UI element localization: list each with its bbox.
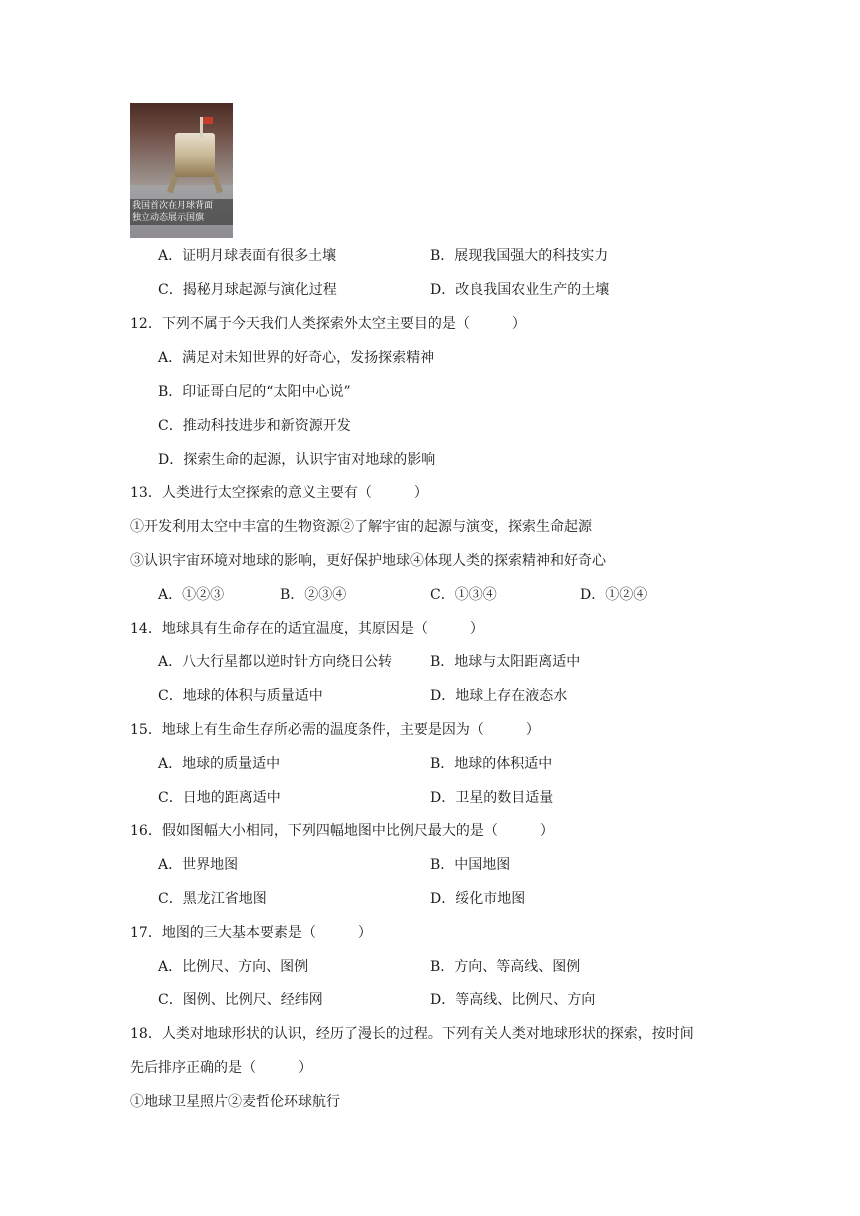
national-flag	[203, 117, 213, 124]
q16-option-b: B．中国地图	[430, 857, 511, 873]
lander-body	[175, 133, 215, 177]
q14-stem-text: 14．地球具有生命存在的适宜温度，其原因是（	[130, 621, 428, 637]
q15-option-d: D．卫星的数目适量	[430, 790, 554, 806]
moon-flag-photo	[130, 103, 233, 238]
q17-option-d: D．等高线、比例尺、方向	[430, 992, 596, 1008]
q17-stem-close: ）	[357, 925, 372, 941]
q16-option-a: A．世界地图	[158, 857, 239, 873]
q13-option-b: B．②③④	[280, 587, 347, 603]
q14-stem-close: ）	[469, 621, 484, 637]
q13-option-d: D．①②④	[580, 587, 648, 603]
q17-option-b: B．方向、等高线、图例	[430, 959, 581, 975]
q15-option-c: C．日地的距离适中	[158, 790, 281, 806]
q16-option-c: C．黑龙江省地图	[158, 891, 267, 907]
q13-statement-1: ①开发利用太空中丰富的生物资源②了解宇宙的起源与演变，探索生命起源	[130, 519, 592, 535]
q15-stem-text: 15．地球上有生命生存所必需的温度条件，主要是因为（	[130, 722, 484, 738]
q17-stem-text: 17．地图的三大基本要素是（	[130, 925, 316, 941]
q11-option-d: D．改良我国农业生产的土壤	[430, 282, 610, 298]
q18-statement-1: ①地球卫星照片②麦哲伦环球航行	[130, 1094, 340, 1110]
q17-option-c: C．图例、比例尺、经纬网	[158, 992, 323, 1008]
q12-option-c: C．推动科技进步和新资源开发	[158, 418, 351, 434]
q14-option-b: B．地球与太阳距离适中	[430, 654, 581, 670]
q12-option-b: B．印证哥白尼的“太阳中心说”	[158, 384, 351, 400]
q12-option-a: A．满足对未知世界的好奇心，发扬探索精神	[158, 350, 435, 366]
q15-stem	[130, 721, 540, 739]
q12-stem-text: 12．下列不属于今天我们人类探索外太空主要目的是（	[130, 316, 470, 332]
q16-stem-close: ）	[539, 823, 554, 839]
q13-stem	[130, 484, 428, 502]
q13-option-a: A．①②③	[158, 587, 225, 603]
caption-line: 我国首次在月球背面	[132, 201, 214, 211]
photo-caption	[130, 199, 233, 225]
q17-stem	[130, 924, 372, 942]
q16-option-d: D．绥化市地图	[430, 891, 526, 907]
q12-stem-close: ）	[511, 316, 526, 332]
q16-stem-text: 16．假如图幅大小相同，下列四幅地图中比例尺最大的是（	[130, 823, 498, 839]
q11-option-b: B．展现我国强大的科技实力	[430, 248, 609, 264]
q15-option-a: A．地球的质量适中	[158, 756, 281, 772]
q17-option-a: A．比例尺、方向、图例	[158, 959, 309, 975]
q14-stem	[130, 620, 484, 638]
q14-option-a: A．八大行星都以逆时针方向绕日公转	[158, 654, 393, 670]
q15-option-b: B．地球的体积适中	[430, 756, 553, 772]
q14-option-c: C．地球的体积与质量适中	[158, 688, 323, 704]
q11-option-a: A．证明月球表面有很多土壤	[158, 248, 337, 264]
q15-stem-close: ）	[525, 722, 540, 738]
q16-stem	[130, 822, 554, 840]
q14-option-d: D．地球上存在液态水	[430, 688, 568, 704]
q11-option-c: C．揭秘月球起源与演化过程	[158, 282, 337, 298]
caption-line: 独立动态展示国旗	[132, 213, 205, 223]
q18-stem-line2	[130, 1059, 312, 1077]
q18-stem-text: 先后排序正确的是（	[130, 1060, 256, 1076]
q13-stem-text: 13．人类进行太空探索的意义主要有（	[130, 485, 372, 501]
q13-option-c: C．①③④	[430, 587, 497, 603]
q12-stem	[130, 315, 526, 333]
q18-stem-line1: 18．人类对地球形状的认识，经历了漫长的过程。下列有关人类对地球形状的探索，按时间	[130, 1026, 694, 1042]
q13-statement-2: ③认识宇宙环境对地球的影响，更好保护地球④体现人类的探索精神和好奇心	[130, 553, 606, 569]
q13-stem-close: ）	[413, 485, 428, 501]
q12-option-d: D．探索生命的起源，认识宇宙对地球的影响	[158, 452, 436, 468]
q18-stem-close: ）	[298, 1060, 312, 1076]
